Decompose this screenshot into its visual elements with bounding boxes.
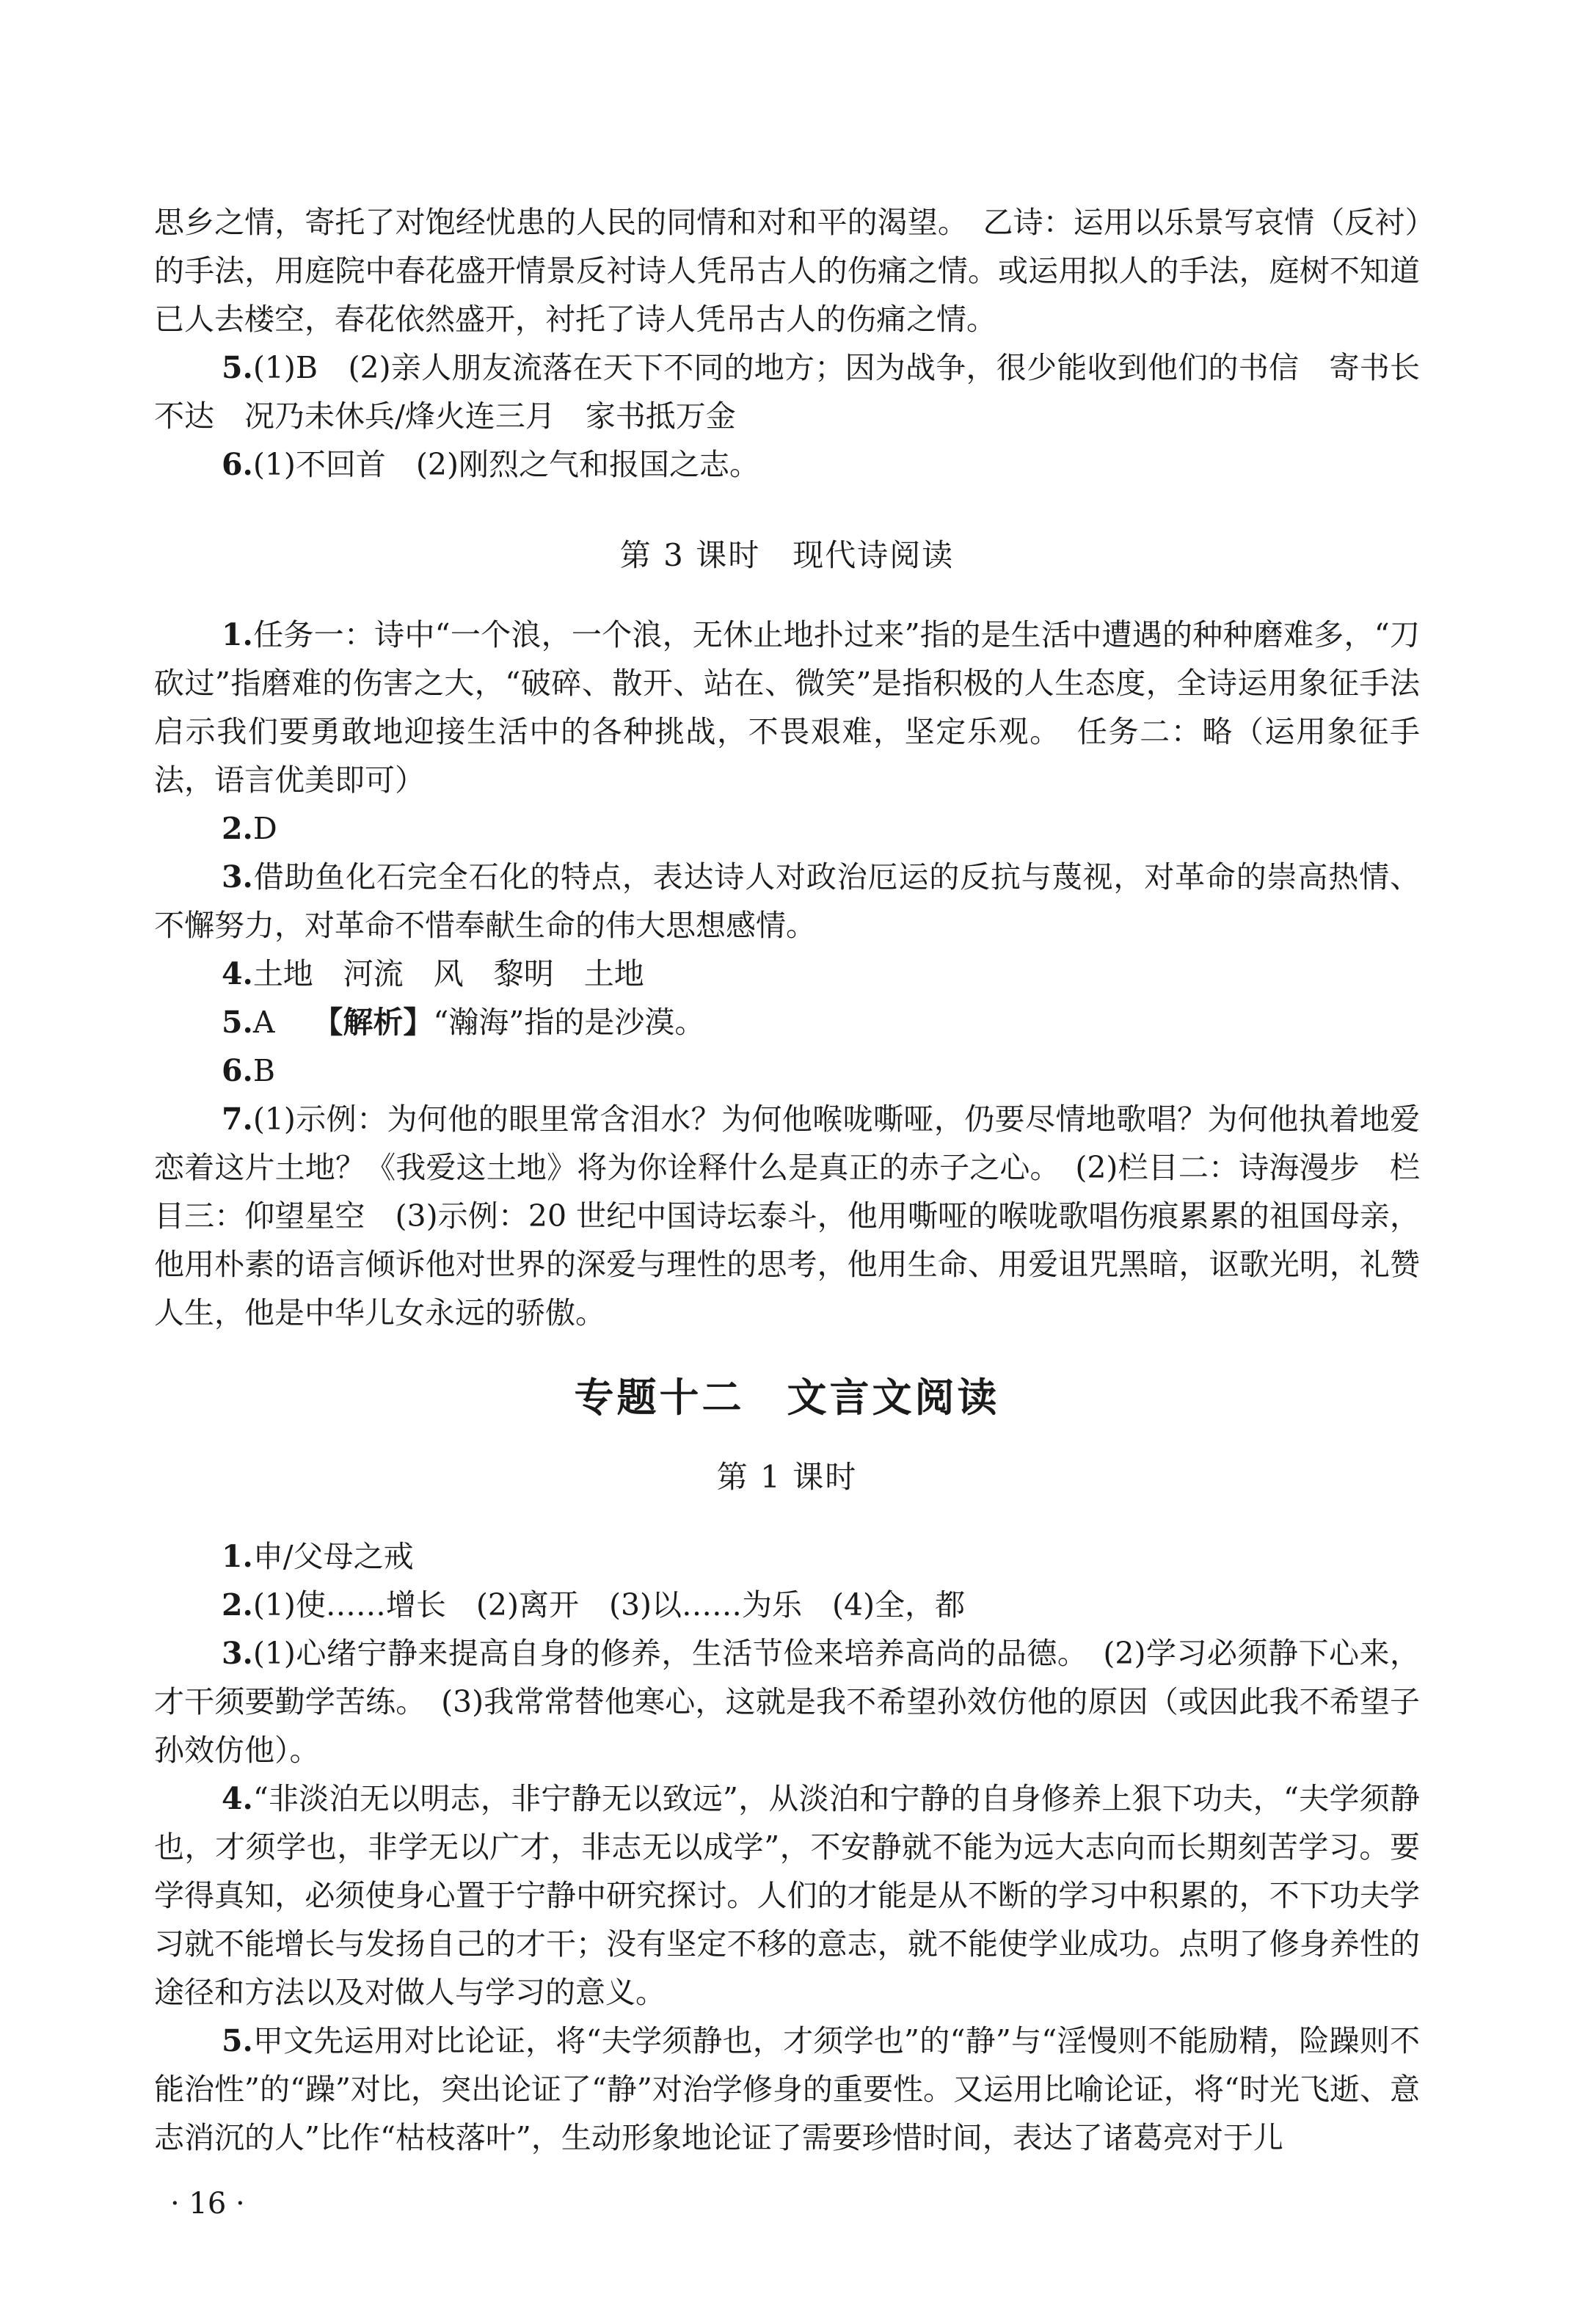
answer-text: (1)心绪宁静来提高自身的修养，生活节俭来培养高尚的品德。 (2)学习必须静下心来，才干须要勤学苦练。 (3)我常常替他寒心，这就是我不希望孙效仿他的原因（或因此我不希望子孙效仿他）。 bbox=[154, 1636, 1420, 1768]
analysis-tag: 【解析】 bbox=[313, 1005, 434, 1040]
answer-number: 1. bbox=[222, 617, 253, 652]
paragraph-continued: 思乡之情，寄托了对饱经忧患的人民的同情和对和平的渴望。 乙诗：运用以乐景写哀情（反衬）的手法，用庭院中春花盛开情景反衬诗人凭吊古人的伤痛之情。或运用拟人的手法，庭树不知道已人去楼空，春花依然盛开，衬托了诗人凭吊古人的伤痛之情。 bbox=[154, 205, 1420, 337]
answer-text: 申/父母之戒 bbox=[252, 1539, 414, 1574]
answer-text: D bbox=[252, 811, 277, 846]
s1-answer-1 bbox=[154, 611, 1420, 804]
lesson-3-title: 第 3 课时 现代诗阅读 bbox=[619, 537, 955, 573]
answer-number: 4. bbox=[222, 956, 253, 991]
answer-number: 1. bbox=[222, 1539, 253, 1574]
s1-answer-2 bbox=[154, 804, 1420, 853]
answer-number: 2. bbox=[222, 811, 253, 846]
c-answer-5 bbox=[154, 2017, 1420, 2162]
analysis-text: “瀚海”指的是沙漠。 bbox=[433, 1005, 705, 1040]
page-number: · 16 · bbox=[170, 2187, 245, 2221]
answer-text: “非淡泊无以明志，非宁静无以致远”，从淡泊和宁静的自身修养上狠下功夫，“夫学须静也，才须学也，非学无以广才，非志无以成学”，不安静就不能为远大志向而长期刻苦学习。要学得真知，必须使身心置于宁静中研究探讨。人们的才能是从不断的学习中积累的，不下功夫学习就不能增长与发扬自己的才干；没有坚定不移的意志，就不能使学业成功。点明了修身养性的途径和方法以及对做人与学习的意义。 bbox=[154, 1781, 1420, 2010]
s1-answer-6 bbox=[154, 1046, 1420, 1095]
answer-number: 3. bbox=[222, 859, 253, 895]
s1-answer-3 bbox=[154, 853, 1420, 950]
c-answer-1 bbox=[154, 1532, 1420, 1581]
answer-6 bbox=[154, 440, 1420, 489]
answer-text: B bbox=[252, 1053, 275, 1088]
answer-number: 5. bbox=[222, 2023, 253, 2058]
answer-text: 任务一：诗中“一个浪，一个浪，无休止地扑过来”指的是生活中遭遇的种种磨难多，“刀砍过”指磨难的伤害之大，“破碎、散开、站在、微笑”是指积极的人生态度，全诗运用象征手法启示我们要勇敢地迎接生活中的各种挑战，不畏艰难，坚定乐观。 任务二：略（运用象征手法，语言优美即可） bbox=[154, 617, 1420, 798]
s1-answer-5 bbox=[154, 998, 1420, 1046]
answer-text: 甲文先运用对比论证，将“夫学须静也，才须学也”的“静”与“淫慢则不能励精，险躁则不能治性”的“躁”对比，突出论证了“静”对治学修身的重要性。又运用比喻论证，将“时光飞逝、意志消沉的人”比作“枯枝落叶”，生动形象地论证了需要珍惜时间，表达了诸葛亮对于儿 bbox=[154, 2023, 1420, 2155]
answer-page bbox=[154, 198, 1420, 2162]
answer-5 bbox=[154, 343, 1420, 440]
answer-number: 3. bbox=[222, 1636, 253, 1671]
answer-text: 借助鱼化石完全石化的特点，表达诗人对政治厄运的反抗与蔑视，对革命的崇高热情、不懈努力，对革命不惜奉献生命的伟大思想感情。 bbox=[154, 859, 1420, 943]
answer-number: 5. bbox=[222, 1005, 253, 1040]
c-answer-3 bbox=[154, 1629, 1420, 1774]
lesson-1-title: 第 1 课时 bbox=[716, 1459, 858, 1495]
answer-number: 6. bbox=[222, 1053, 253, 1088]
answer-number: 2. bbox=[222, 1587, 253, 1623]
answer-text: A bbox=[252, 1005, 275, 1040]
answer-number: 5. bbox=[222, 350, 253, 385]
c-answer-2 bbox=[154, 1581, 1420, 1629]
answer-text: (1)B (2)亲人朋友流落在天下不同的地方；因为战争，很少能收到他们的书信 寄书长不达 况乃未休兵/烽火连三月 家书抵万金 bbox=[154, 350, 1420, 434]
chapter-title: 专题十二 文言文阅读 bbox=[574, 1374, 1000, 1421]
c-answer-4 bbox=[154, 1774, 1420, 2017]
answer-text: 土地 河流 风 黎明 土地 bbox=[252, 956, 644, 991]
s1-answer-7 bbox=[154, 1095, 1420, 1337]
answer-number: 6. bbox=[222, 447, 253, 482]
s1-answer-4 bbox=[154, 950, 1420, 998]
answer-number: 4. bbox=[222, 1781, 253, 1816]
answer-number: 7. bbox=[222, 1101, 253, 1137]
answer-text: (1)使……增长 (2)离开 (3)以……为乐 (4)全，都 bbox=[252, 1587, 966, 1623]
answer-text: (1)不回首 (2)刚烈之气和报国之志。 bbox=[252, 447, 759, 482]
answer-text: (1)示例：为何他的眼里常含泪水？为何他喉咙嘶哑，仍要尽情地歌唱？为何他执着地爱恋着这片土地？《我爱这土地》将为你诠释什么是真正的赤子之心。 (2)栏目二：诗海漫步 栏目三：仰望星空 (3)示例：20 世纪中国诗坛泰斗，他用嘶哑的喉咙歌唱伤痕累累的祖国母亲，他用朴素的语言倾诉他对世界的深爱与理性的思考，他用生命、用爱诅咒黑暗，讴歌光明，礼赞人生，他是中华儿女永远的骄傲。 bbox=[154, 1101, 1420, 1330]
